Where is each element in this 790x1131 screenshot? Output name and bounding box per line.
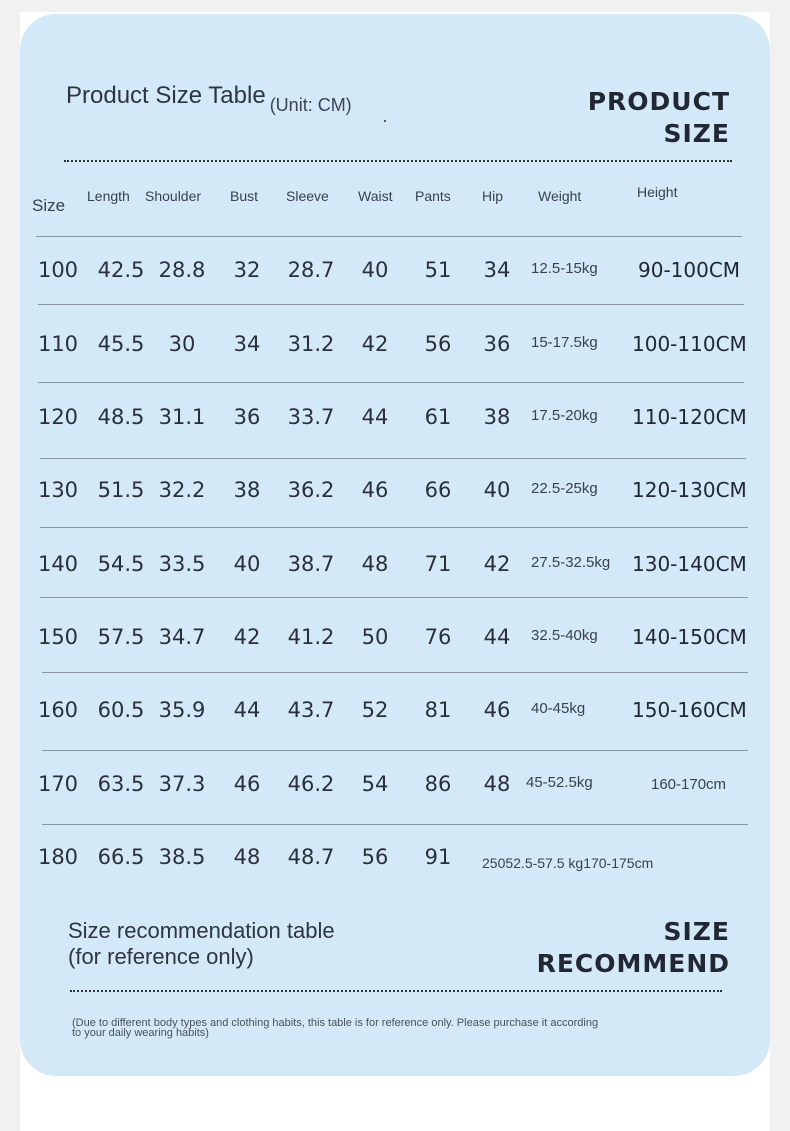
cell-size: 150 <box>37 625 79 649</box>
cell-length: 57.5 <box>97 625 145 649</box>
cell-weight: 27.5-32.5kg <box>531 554 611 571</box>
badge-line: RECOMMEND <box>536 949 730 978</box>
recommendation-title-line: Size recommendation table <box>68 918 335 943</box>
cell-shoulder: 33.5 <box>158 552 206 576</box>
cell-bust: 34 <box>233 332 261 356</box>
cell-hip: 48 <box>483 772 511 796</box>
column-header-sleeve: Sleeve <box>286 188 329 204</box>
cell-size: 120 <box>37 405 79 429</box>
size-recommend-badge <box>537 916 730 980</box>
column-header-size: Size <box>32 196 66 215</box>
cell-weight: 22.5-25kg <box>531 480 598 497</box>
badge-line: PRODUCT <box>587 87 730 116</box>
cell-shoulder: 32.2 <box>158 478 206 502</box>
unit-label: (Unit: CM) <box>269 95 352 115</box>
cell-waist: 46 <box>361 478 389 502</box>
cell-height: 100-110CM <box>632 332 747 356</box>
cell-weight: 15-17.5kg <box>531 334 598 351</box>
cell-hip: 38 <box>483 405 511 429</box>
column-header-length: Length <box>87 188 130 204</box>
cell-size: 160 <box>37 698 79 722</box>
cell-sleeve: 38.7 <box>287 552 335 576</box>
cell-size: 180 <box>37 845 79 869</box>
cell-sleeve: 48.7 <box>287 845 335 869</box>
badge-line: SIZE <box>663 917 730 946</box>
column-header-bust: Bust <box>230 188 259 204</box>
cell-bust: 48 <box>233 845 261 869</box>
column-header-waist: Waist <box>358 188 393 204</box>
cell-bust: 40 <box>233 552 261 576</box>
recommendation-subtitle: (for reference only) <box>68 944 254 969</box>
column-header-shoulder: Shoulder <box>145 188 202 204</box>
cell-height: 130-140CM <box>632 552 747 576</box>
row-divider <box>42 750 748 751</box>
cell-pants: 71 <box>424 552 452 576</box>
column-header-pants: Pants <box>415 188 451 204</box>
cell-bust: 32 <box>233 258 261 282</box>
cell-height: 150-160CM <box>632 698 747 722</box>
cell-height: 90-100CM <box>638 258 741 282</box>
cell-hip: 40 <box>483 478 511 502</box>
cell-weight: 45-52.5kg <box>526 774 593 791</box>
cell-length: 66.5 <box>97 845 145 869</box>
recommend-divider <box>70 990 722 992</box>
column-header-weight: Weight <box>538 188 582 204</box>
cell-bust: 44 <box>233 698 261 722</box>
cell-sleeve: 36.2 <box>287 478 335 502</box>
cell-shoulder: 37.3 <box>158 772 206 796</box>
cell-sleeve: 46.2 <box>287 772 335 796</box>
row-divider <box>42 824 748 825</box>
cell-height: 120-130CM <box>632 478 747 502</box>
cell-waist: 42 <box>361 332 389 356</box>
cell-size: 170 <box>37 772 79 796</box>
row-divider <box>38 382 744 383</box>
cell-weight: 17.5-20kg <box>531 407 598 424</box>
cell-pants: 76 <box>424 625 452 649</box>
cell-length: 54.5 <box>97 552 145 576</box>
column-header-height: Height <box>637 184 678 200</box>
cell-hip: 34 <box>483 258 511 282</box>
cell-shoulder: 28.8 <box>158 258 206 282</box>
row-divider <box>40 597 748 598</box>
cell-bust: 46 <box>233 772 261 796</box>
row-divider <box>40 527 748 528</box>
cell-pants: 91 <box>424 845 452 869</box>
cell-pants: 51 <box>424 258 452 282</box>
cell-waist: 54 <box>361 772 389 796</box>
cell-shoulder: 31.1 <box>158 405 206 429</box>
cell-size: 110 <box>37 332 79 356</box>
row-divider <box>40 458 746 459</box>
cell-waist: 52 <box>361 698 389 722</box>
recommendation-title <box>68 918 335 970</box>
cell-sleeve: 31.2 <box>287 332 335 356</box>
cell-size: 130 <box>37 478 79 502</box>
cell-sleeve: 33.7 <box>287 405 335 429</box>
cell-sleeve: 28.7 <box>287 258 335 282</box>
cell-waist: 48 <box>361 552 389 576</box>
cell-length: 42.5 <box>97 258 145 282</box>
cell-shoulder: 35.9 <box>158 698 206 722</box>
row-divider <box>38 304 744 305</box>
disclaimer-note <box>72 1018 672 1038</box>
cell-hip: 42 <box>483 552 511 576</box>
cell-weight: 32.5-40kg <box>531 627 598 644</box>
cell-bust: 42 <box>233 625 261 649</box>
cell-hip: 46 <box>483 698 511 722</box>
cell-size: 140 <box>37 552 79 576</box>
cell-bust: 36 <box>233 405 261 429</box>
cell-waist: 50 <box>361 625 389 649</box>
row-divider <box>42 672 748 673</box>
disclaimer-line: (Due to different body types and clothing habits, this table is for reference only. Please purchase it according <box>72 1017 599 1029</box>
cell-bust: 38 <box>233 478 261 502</box>
cell-hip: 36 <box>483 332 511 356</box>
row-divider <box>36 236 742 237</box>
cell-weight: 25052.5-57.5 kg170-175cm <box>482 855 654 871</box>
cell-pants: 61 <box>424 405 452 429</box>
cell-length: 51.5 <box>97 478 145 502</box>
column-header-hip: Hip <box>482 188 504 204</box>
cell-shoulder: 34.7 <box>158 625 206 649</box>
cell-height: 140-150CM <box>632 625 747 649</box>
stray-dot <box>384 120 386 122</box>
cell-weight: 40-45kg <box>531 700 586 717</box>
cell-pants: 56 <box>424 332 452 356</box>
page-title <box>66 82 352 115</box>
cell-shoulder: 38.5 <box>158 845 206 869</box>
product-size-badge <box>588 86 730 150</box>
cell-pants: 81 <box>424 698 452 722</box>
cell-length: 63.5 <box>97 772 145 796</box>
cell-waist: 40 <box>361 258 389 282</box>
cell-weight: 12.5-15kg <box>531 260 598 277</box>
title-text: Product Size Table <box>66 82 266 109</box>
cell-waist: 44 <box>361 405 389 429</box>
cell-length: 45.5 <box>97 332 145 356</box>
cell-size: 100 <box>37 258 79 282</box>
cell-hip: 44 <box>483 625 511 649</box>
size-card <box>20 14 770 1076</box>
cell-sleeve: 41.2 <box>287 625 335 649</box>
cell-shoulder: 30 <box>168 332 196 356</box>
cell-pants: 66 <box>424 478 452 502</box>
cell-waist: 56 <box>361 845 389 869</box>
header-divider <box>64 160 732 162</box>
cell-pants: 86 <box>424 772 452 796</box>
cell-height: 160-170cm <box>651 776 727 793</box>
cell-height: 110-120CM <box>632 405 747 429</box>
cell-sleeve: 43.7 <box>287 698 335 722</box>
badge-line: SIZE <box>663 119 730 148</box>
cell-length: 48.5 <box>97 405 145 429</box>
cell-length: 60.5 <box>97 698 145 722</box>
disclaimer-line: to your daily wearing habits) <box>72 1027 209 1039</box>
